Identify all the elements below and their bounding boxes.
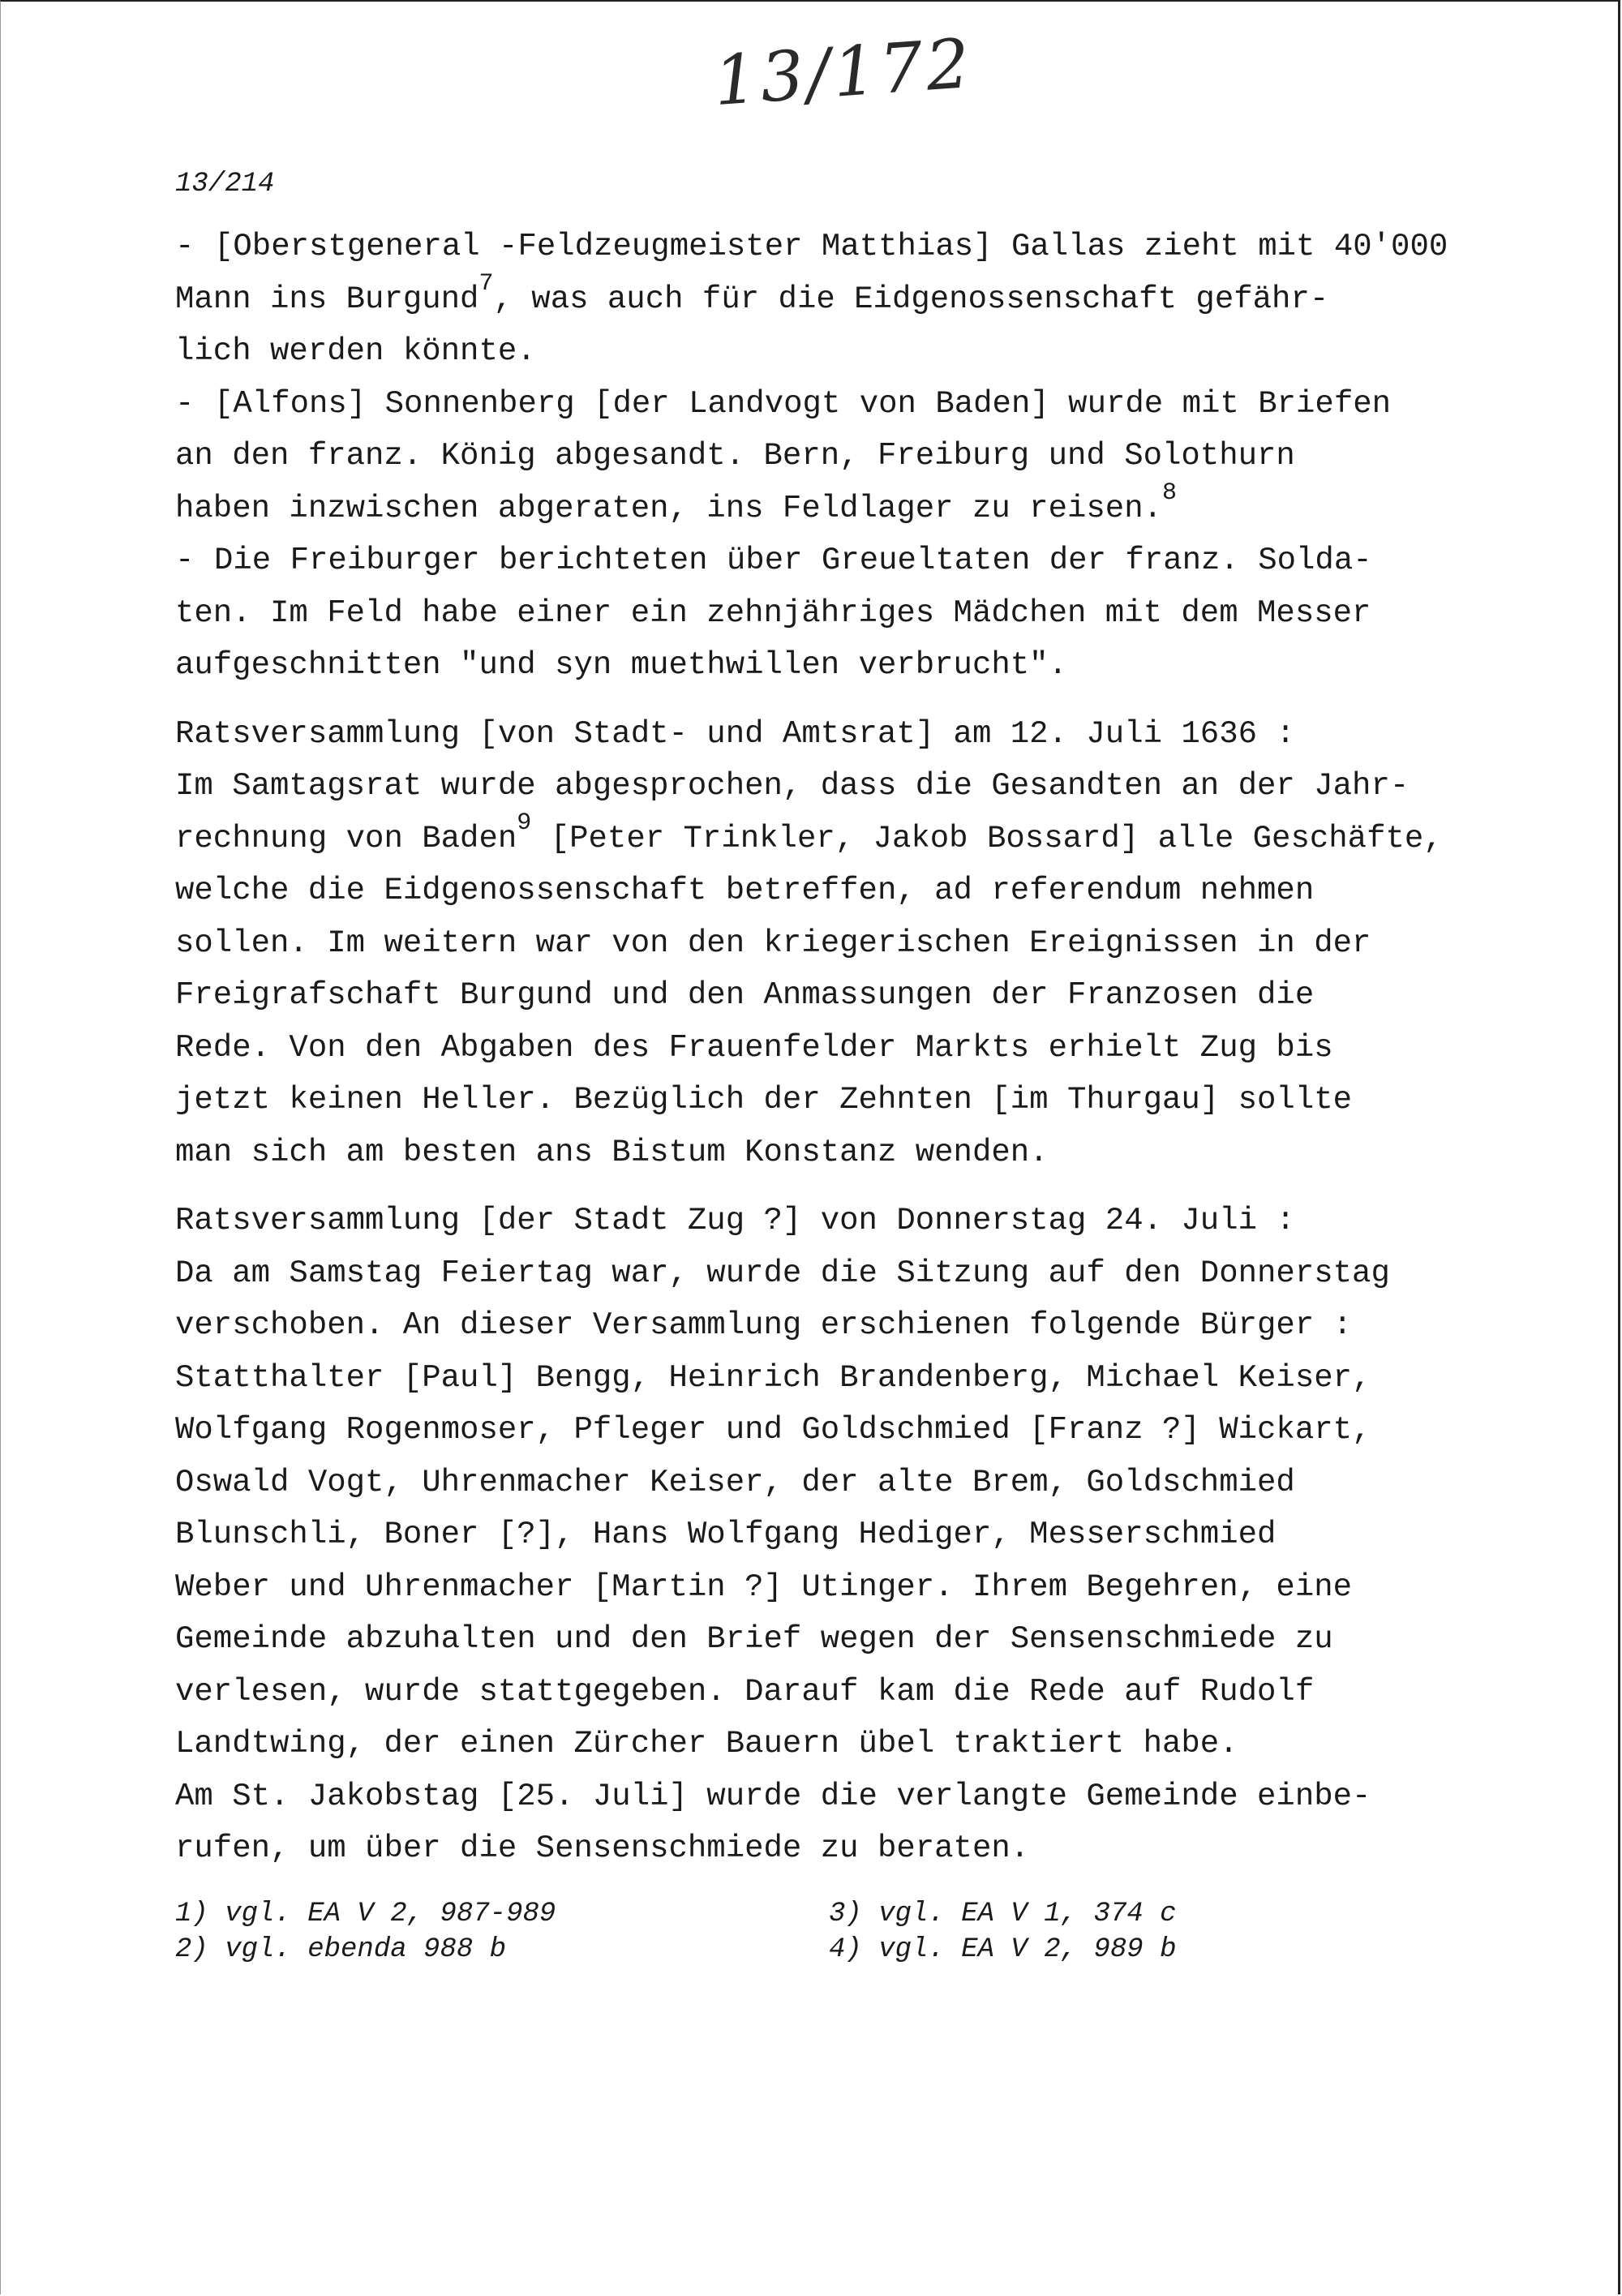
bullet-item-gallas — [175, 221, 1505, 378]
bullet-item-sonnenberg — [175, 378, 1505, 535]
text-line: lich werden könnte. — [175, 333, 536, 369]
text-line: Freigrafschaft Burgund und den Anmassungen der Franzosen die — [175, 977, 1315, 1013]
footnote-item: 4) vgl. EA V 2, 989 b — [829, 1934, 1177, 1965]
text-fragment: [Peter Trinkler, Jakob Bossard] alle Geschäfte, — [531, 820, 1443, 856]
text-line: Blunschli, Boner [?], Hans Wolfgang Hediger, Messerschmied — [175, 1517, 1277, 1552]
text-line: Die Freiburger berichteten über Greueltaten der franz. Solda- — [214, 543, 1372, 578]
footnotes-left-column — [175, 1896, 829, 1968]
text-fragment: , was auch für die Eidgenossenschaft gefähr- — [493, 281, 1329, 317]
bullet-item-freiburger — [175, 534, 1505, 692]
footnotes — [175, 1896, 1440, 1968]
footnote-mark: 8 — [1162, 479, 1178, 507]
text-line: Wolfgang Rogenmoser, Pfleger und Goldschmied [Franz ?] Wickart, — [175, 1412, 1371, 1448]
text-fragment: Mann ins Burgund — [175, 281, 479, 317]
text-line: welche die Eidgenossenschaft betreffen, ad referendum nehmen — [175, 873, 1315, 908]
text-line: Statthalter [Paul] Bengg, Heinrich Brandenberg, Michael Keiser, — [175, 1359, 1371, 1396]
text-line — [175, 269, 1505, 326]
footnote-mark: 7 — [478, 269, 494, 298]
text-line: jetzt keinen Heller. Bezüglich der Zehnten [im Thurgau] sollte — [175, 1082, 1353, 1118]
document-body — [175, 221, 1505, 1875]
text-line — [175, 479, 1505, 535]
text-line: verlesen, wurde stattgegeben. Darauf kam die Rede auf Rudolf — [175, 1673, 1315, 1710]
page-reference: 13/214 — [175, 169, 275, 200]
text-line: verschoben. An dieser Versammlung erschienen folgende Bürger : — [175, 1307, 1353, 1343]
text-fragment: rechnung von Baden — [175, 820, 517, 856]
bullet-dash: - — [175, 229, 195, 264]
text-line: an den franz. König abgesandt. Bern, Freiburg und Solothurn — [175, 438, 1295, 474]
bullet-dash: - — [175, 543, 195, 578]
text-line: Da am Samstag Feiertag war, wurde die Sitzung auf den Donnerstag — [175, 1255, 1390, 1291]
footnote-item: 1) vgl. EA V 2, 987-989 — [175, 1899, 556, 1929]
text-fragment: haben inzwischen abgeraten, ins Feldlager zu reisen. — [175, 490, 1162, 526]
text-line: Gemeinde abzuhalten und den Brief wegen der Sensenschmiede zu — [175, 1621, 1333, 1657]
text-line: [Oberstgeneral -Feldzeugmeister Matthias] Gallas zieht mit 40'000 — [214, 229, 1448, 264]
section-heading: Ratsversammlung [von Stadt- und Amtsrat] am 12. Juli 1636 : — [175, 715, 1295, 752]
text-line: aufgeschnitten "und syn muethwillen verbrucht". — [175, 647, 1067, 683]
bullet-dash: - — [175, 385, 195, 422]
text-line: Weber und Uhrenmacher [Martin ?] Utinger. Ihrem Begehren, eine — [175, 1569, 1353, 1605]
footnote-item: 3) vgl. EA V 1, 374 c — [829, 1899, 1177, 1929]
footnotes-right-column — [829, 1896, 1440, 1968]
text-line: ten. Im Feld habe einer ein zehnjähriges Mädchen mit dem Messer — [175, 594, 1371, 631]
footnote-mark: 9 — [517, 809, 532, 837]
text-line: Rede. Von den Abgaben des Frauenfelder Markts erhielt Zug bis — [175, 1029, 1333, 1066]
section-heading: Ratsversammlung [der Stadt Zug ?] von Donnerstag 24. Juli : — [175, 1203, 1295, 1238]
handwritten-archive-mark: 13/172 — [710, 23, 976, 122]
text-line: [Alfons] Sonnenberg [der Landvogt von Baden] wurde mit Briefen — [214, 385, 1392, 422]
section-ratsversammlung-12-juli — [175, 708, 1505, 1179]
text-line: sollen. Im weitern war von den kriegerischen Ereignissen in der — [175, 925, 1371, 961]
text-line: Oswald Vogt, Uhrenmacher Keiser, der alte Brem, Goldschmied — [175, 1464, 1295, 1500]
text-line: man sich am besten ans Bistum Konstanz wenden. — [175, 1134, 1049, 1170]
text-line: rufen, um über die Sensenschmiede zu beraten. — [175, 1830, 1030, 1866]
text-line — [175, 809, 1505, 865]
text-line: Landtwing, der einen Zürcher Bauern übel traktiert habe. — [175, 1726, 1238, 1762]
section-ratsversammlung-24-juli — [175, 1195, 1505, 1875]
text-line: Im Samtagsrat wurde abgesprochen, dass die Gesandten an der Jahr- — [175, 768, 1410, 804]
text-line: Am St. Jakobstag [25. Juli] wurde die verlangte Gemeinde einbe- — [175, 1778, 1371, 1814]
footnote-item: 2) vgl. ebenda 988 b — [175, 1934, 507, 1965]
